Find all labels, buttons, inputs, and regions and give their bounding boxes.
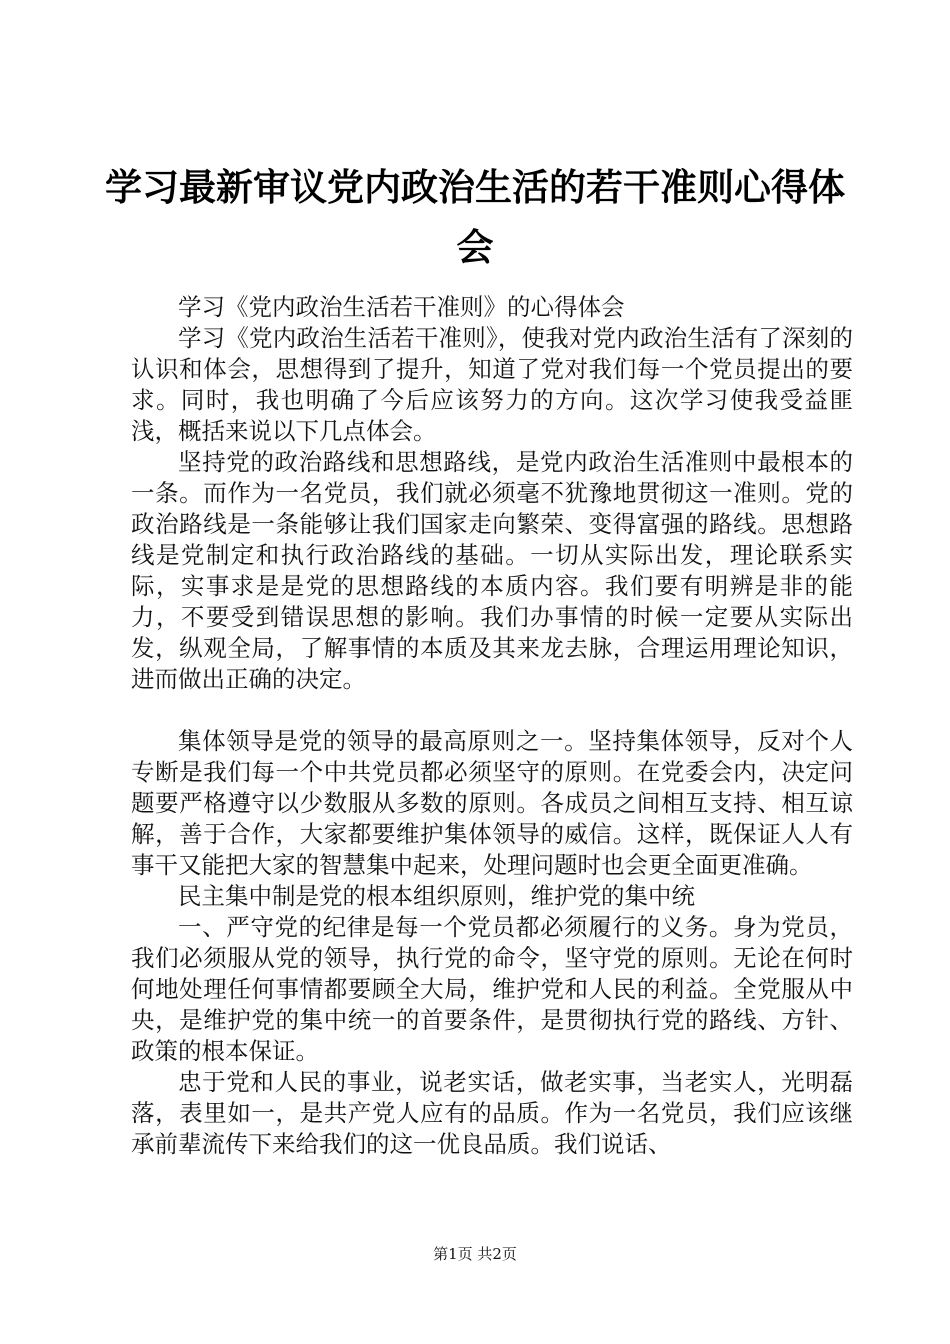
document-title: 学习最新审议党内政治生活的若干准则心得体会 bbox=[105, 166, 845, 269]
paragraph-subtitle: 学习《党内政治生活若干准则》的心得体会 bbox=[178, 293, 625, 321]
paragraph-collective-leadership: 集体领导是党的领导的最高原则之一。坚持集体领导，反对个人专断是我们每一个中共党员都必须坚守的原则。在党委会内，决定问题要严格遵守以少数服从多数的原则。各成员之间相互支持、相互谅解，善于合作，大家都要维护集体领导的威信。这样，既保证人人有事干又能把大家的智慧集中起来，处理问题时也会更全面更准确。 bbox=[131, 727, 853, 879]
paragraph-loyalty: 忠于党和人民的事业，说老实话，做老实事，当老实人，光明磊落，表里如一，是共产党人应有的品质。作为一名党员，我们应该继承前辈流传下来给我们的这一优良品质。我们说话、 bbox=[131, 1068, 853, 1158]
paragraph-party-discipline: 一、严守党的纪律是每一个党员都必须履行的义务。身为党员，我们必须服从党的领导，执行党的命令，坚守党的原则。无论在何时何地处理任何事情都要顾全大局，维护党和人民的利益。全党服从中央，是维护党的集中统一的首要条件，是贯彻执行党的路线、方针、政策的根本保证。 bbox=[131, 913, 853, 1065]
paragraph-democratic-centralism: 民主集中制是党的根本组织原则，维护党的集中统 bbox=[178, 882, 695, 910]
paragraph-political-line: 坚持党的政治路线和思想路线，是党内政治生活准则中最根本的一条。而作为一名党员，我们就必须毫不犹豫地贯彻这一准则。党的政治路线是一条能够让我们国家走向繁荣、变得富强的路线。思想路线是党制定和执行政治路线的基础。一切从实际出发，理论联系实际，实事求是是党的思想路线的本质内容。我们要有明辨是非的能力，不要受到错误思想的影响。我们办事情的时候一定要从实际出发，纵观全局，了解事情的本质及其来龙去脉，合理运用理论知识，进而做出正确的决定。 bbox=[131, 448, 853, 693]
page-number-footer: 第1页 共2页 bbox=[433, 1245, 517, 1263]
document-body bbox=[131, 292, 853, 1160]
paragraph-intro: 学习《党内政治生活若干准则》，使我对党内政治生活有了深刻的认识和体会，思想得到了提升，知道了党对我们每一个党员提出的要求。同时，我也明确了今后应该努力的方向。这次学习使我受益匪浅，概括来说以下几点体会。 bbox=[131, 324, 853, 445]
